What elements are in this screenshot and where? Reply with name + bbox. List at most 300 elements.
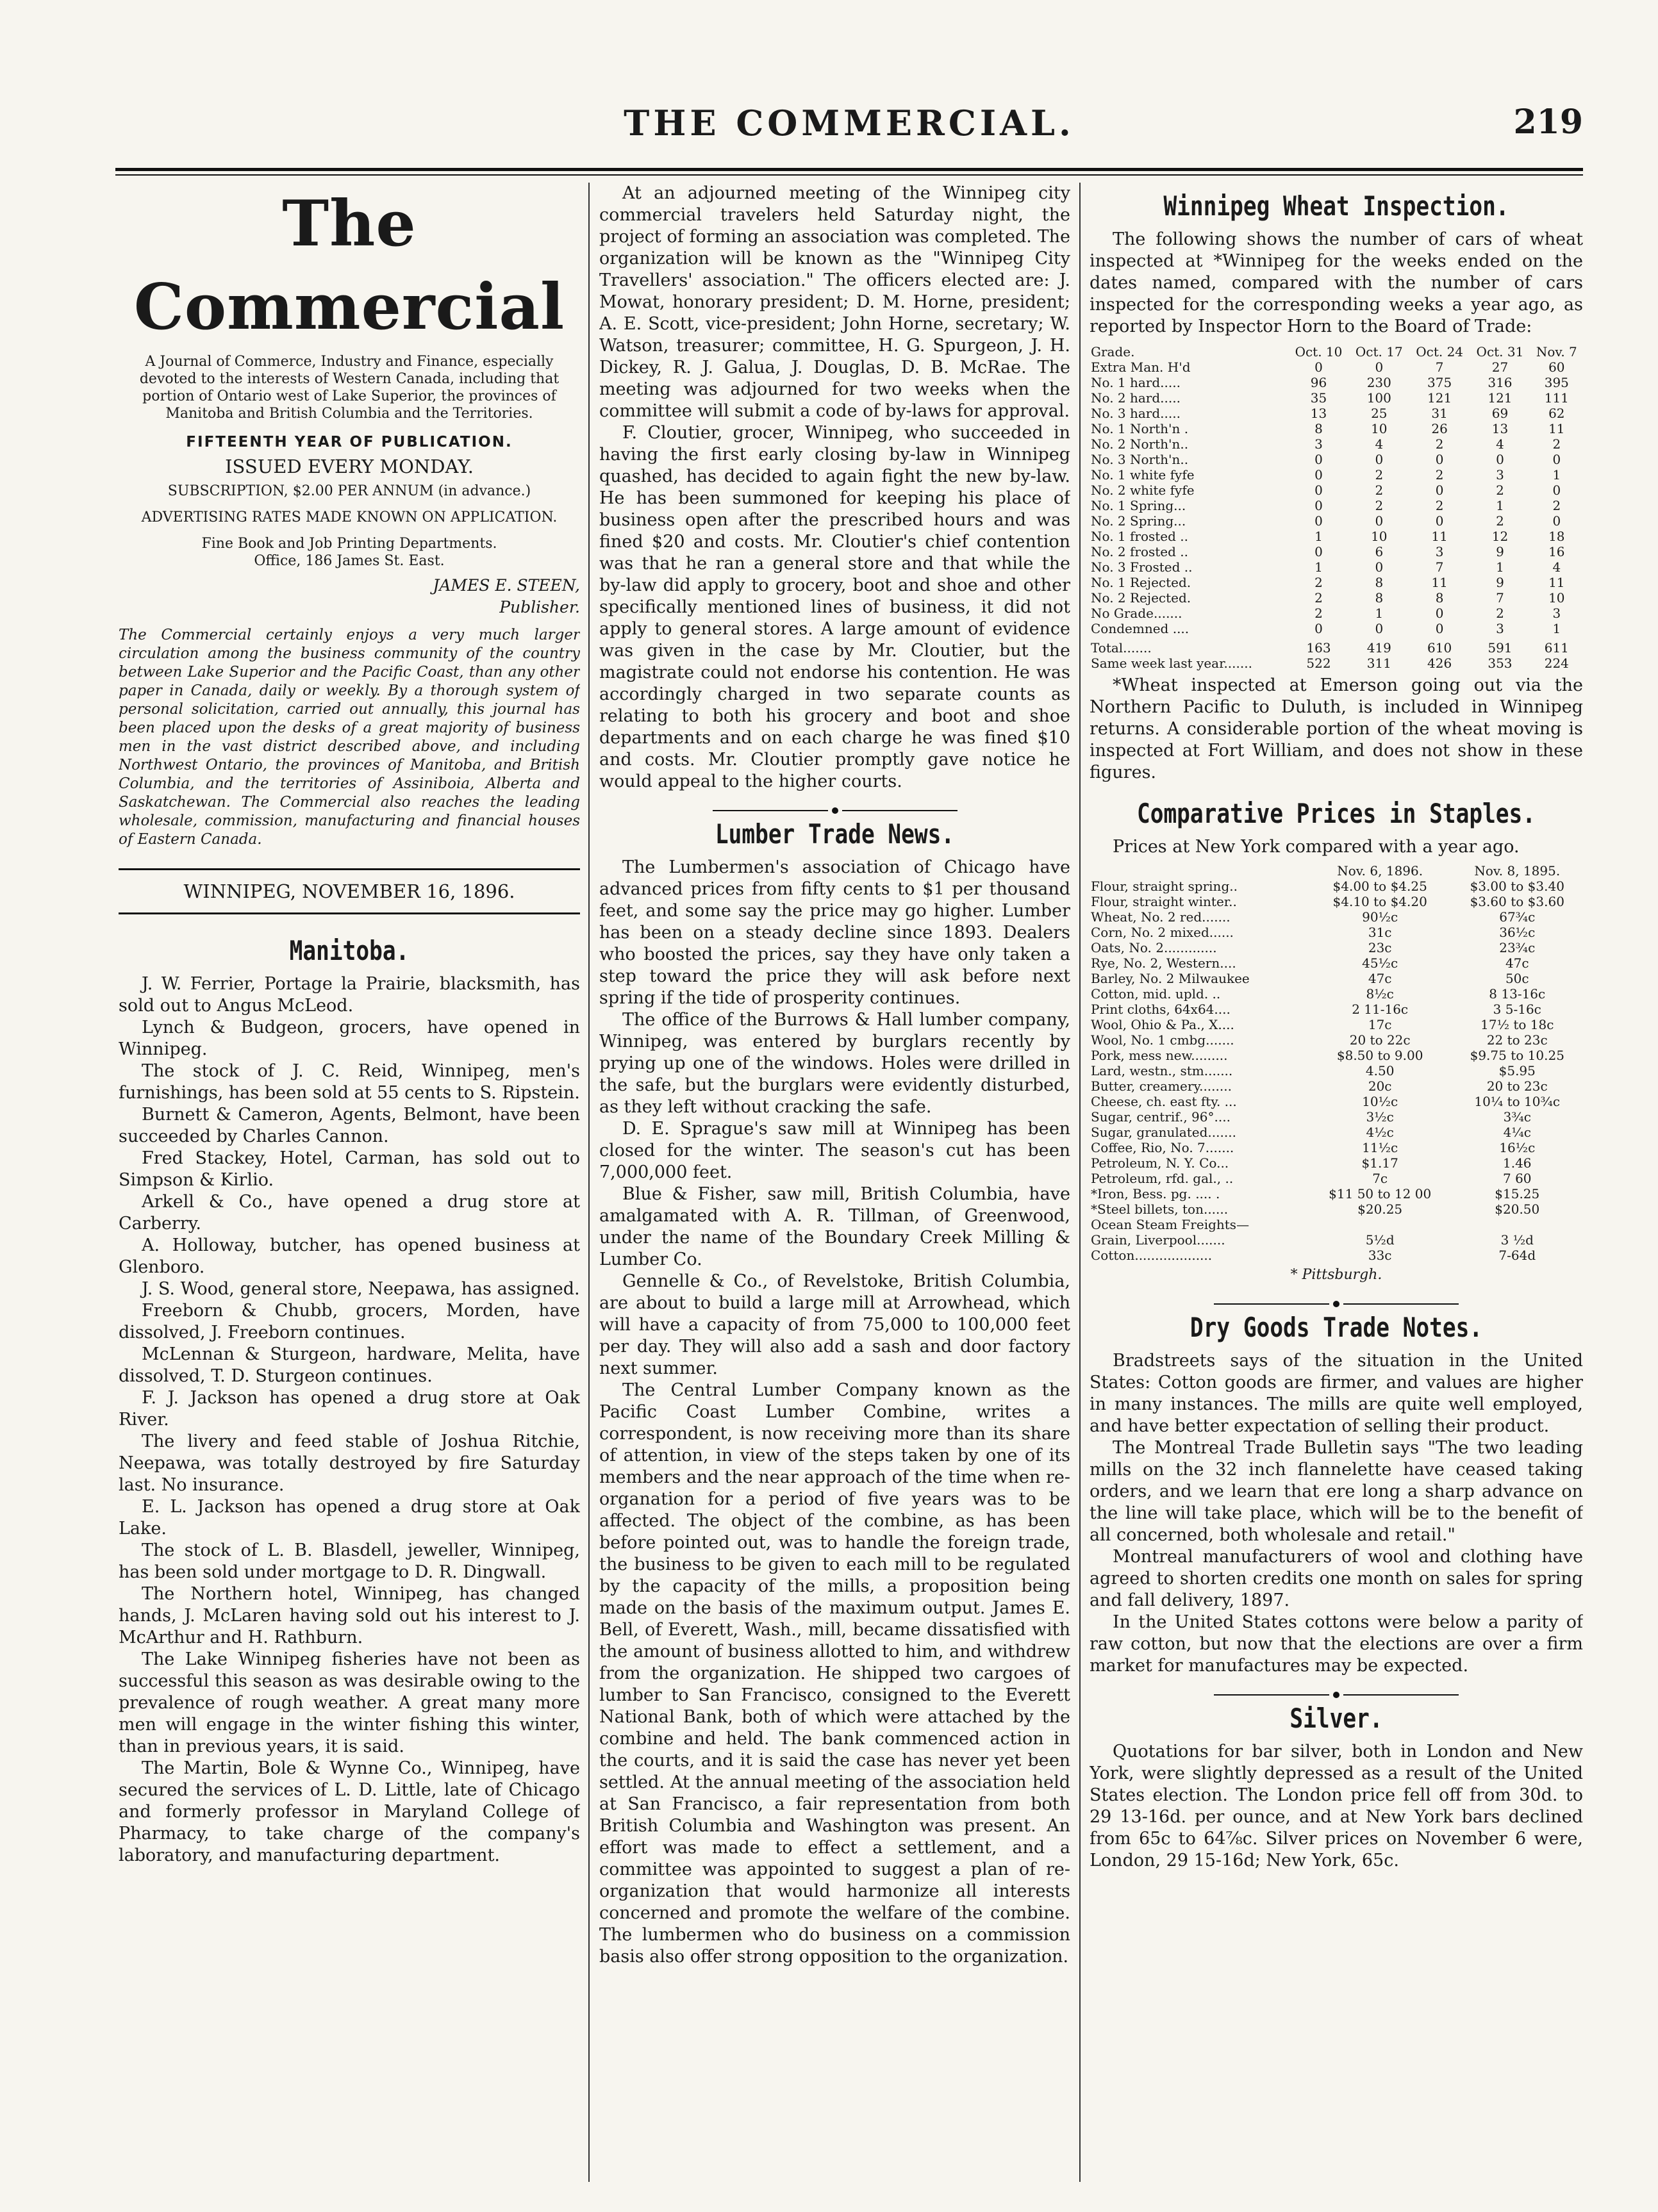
issued-line: ISSUED EVERY MONDAY. <box>225 456 474 477</box>
table-cell: $20.25 <box>1357 1201 1403 1217</box>
table-cell: 1 <box>1496 498 1504 513</box>
table-row <box>1090 621 1583 636</box>
news-item: Blue & Fisher, saw mill, British Columbia, have amalgamated with A. R. Tillman, of Greenwood, under the name of the Boundary Creek Milling & Lumber Co. <box>599 1184 1070 1269</box>
table-cell: 11 <box>1431 529 1448 544</box>
table-row <box>1090 1186 1583 1201</box>
table-cell: 4 <box>1375 436 1384 452</box>
publisher-title: Publisher. <box>499 598 580 616</box>
table-cell: 20 to 23c <box>1486 1078 1548 1094</box>
table-cell: Coffee, Rio, No. 7....... <box>1091 1140 1234 1155</box>
table-cell: 8½c <box>1366 986 1394 1002</box>
table-cell: No. 2 white fyfe <box>1091 483 1195 498</box>
table-row <box>1090 971 1583 986</box>
table-cell: 2 <box>1496 483 1504 498</box>
table-row <box>1090 529 1583 544</box>
table-cell: 9 <box>1496 575 1504 590</box>
table-row <box>1090 1094 1583 1109</box>
table-cell: 47c <box>1368 971 1392 986</box>
table-cell: 7 60 <box>1503 1171 1532 1186</box>
table-cell: 27 <box>1491 359 1509 375</box>
table-cell: Flour, straight winter.. <box>1091 894 1237 909</box>
table-cell: 62 <box>1548 406 1565 421</box>
table-row <box>1090 955 1583 971</box>
table-cell: 2 <box>1435 467 1444 483</box>
table-cell: 96 <box>1310 375 1327 390</box>
table-cell: 25 <box>1371 406 1388 421</box>
table-cell: No. 1 Spring... <box>1091 498 1186 513</box>
news-item: In the United States cottons were below a parity of raw cotton, but now that the elections are over a firm market for manufactures may be expected. <box>1090 1612 1583 1676</box>
news-item: Quotations for bar silver, both in London and New York, were slightly depressed as a result of the United States election. The London price fell off from 30d. to 29 13-16d. per ounce, and at New York bars declined from 65c to 64⅞c. Silver prices on November 6 were, London, 29 15-16d; New York, 65c. <box>1090 1742 1583 1870</box>
table-cell: $3.60 to $3.60 <box>1470 894 1564 909</box>
news-item: The stock of L. B. Blasdell, jeweller, Winnipeg, has been sold under mortgage to D. R. Dingwall. <box>119 1540 580 1582</box>
table-row <box>1090 986 1583 1002</box>
office-line: Office, 186 James St. East. <box>254 553 445 569</box>
lumber-items <box>599 857 1070 1968</box>
table-cell: 419 <box>1366 640 1391 656</box>
wheat-inspection-table <box>1090 344 1583 671</box>
table-row <box>1090 452 1583 467</box>
table-row <box>1090 1125 1583 1140</box>
table-cell: 0 <box>1314 621 1323 636</box>
table-cell: 426 <box>1427 656 1452 671</box>
news-item: Burnett & Cameron, Agents, Belmont, have been succeeded by Charles Cannon. <box>119 1105 580 1146</box>
wheat-table-header <box>1090 344 1583 359</box>
table-cell: $11 50 to 12 00 <box>1329 1186 1432 1201</box>
table-row-total <box>1090 636 1583 656</box>
table-cell: 7 <box>1496 590 1504 606</box>
table-row <box>1090 1217 1583 1232</box>
table-cell: 0 <box>1435 513 1444 529</box>
table-cell: 50c <box>1505 971 1529 986</box>
table-cell: 5½d <box>1365 1232 1395 1248</box>
publisher-name: JAMES E. STEEN, <box>433 576 580 595</box>
table-cell: Cheese, ch. east fty. ... <box>1091 1094 1237 1109</box>
table-cell: No. 2 Spring... <box>1091 513 1186 529</box>
table-header-cell: Oct. 17 <box>1355 344 1403 359</box>
section-divider <box>1090 1292 1583 1304</box>
table-cell: 0 <box>1375 359 1384 375</box>
table-cell: $4.10 to $4.20 <box>1332 894 1427 909</box>
table-cell: 230 <box>1366 375 1391 390</box>
table-cell: 26 <box>1431 421 1448 436</box>
table-cell: 0 <box>1314 544 1323 559</box>
section-divider <box>1090 1683 1583 1695</box>
news-item: F. Cloutier, grocer, Winnipeg, who succeeded in having the first early closing by-law in Winnipeg quashed, has decided to again fight the new by-law. He has been summoned for keeping his place of business open after the prescribed hours and was fined $20 and costs. Mr. Cloutier's chief contention was that he ran a general store and that while the by-law did apply to grocery, boot and shoe and other specifically mentioned lines of business, it did not apply to general stores. A large amount of evidence was given in the case by Mr. Cloutier, but the magistrate could not endorse his contention. He was accordingly charged in two separate counts as relating to both his grocery and boot and shoe departments and on each charge he was fined $10 and costs. Mr. Cloutier promptly gave notice he would appeal to the higher courts. <box>599 423 1070 791</box>
header-rule-thin <box>115 174 1583 176</box>
table-cell: 0 <box>1375 621 1384 636</box>
table-cell: 36½c <box>1499 925 1536 940</box>
news-item: The Lake Winnipeg fisheries have not been as successful this season as was desirable owing to the prevalence of rough weather. A great many more men will engage in the winter fishing this winter, than in previous years, it is said. <box>119 1649 580 1756</box>
table-cell: 16½c <box>1499 1140 1536 1155</box>
news-item: The office of the Burrows & Hall lumber company, Winnipeg, was entered by burglars recently by prying up one of the windows. Holes were drilled in the safe, but the burglars were evidently disturbed, as they left without cracking the safe. <box>599 1010 1070 1117</box>
table-cell: Pork, mess new......... <box>1091 1048 1228 1063</box>
table-cell: Sugar, granulated....... <box>1091 1125 1236 1140</box>
table-row <box>1090 909 1583 925</box>
advertising-line: ADVERTISING RATES MADE KNOWN ON APPLICATION. <box>141 509 558 525</box>
column-3 <box>1090 183 1583 2188</box>
table-cell: 111 <box>1544 390 1569 406</box>
page-number: 219 <box>1513 103 1583 142</box>
table-cell: 10 <box>1371 529 1388 544</box>
table-cell: 610 <box>1427 640 1452 656</box>
dateline: WINNIPEG, NOVEMBER 16, 1896. <box>119 868 580 914</box>
table-cell: Wool, Ohio & Pa., X.... <box>1091 1017 1234 1032</box>
table-cell: Butter, creamery........ <box>1091 1078 1232 1094</box>
table-cell: 4.50 <box>1365 1063 1395 1078</box>
table-cell: 2 <box>1375 483 1384 498</box>
table-cell: 60 <box>1548 359 1565 375</box>
table-cell: 522 <box>1306 656 1331 671</box>
table-row <box>1090 1048 1583 1063</box>
table-cell: 2 11-16c <box>1352 1002 1409 1017</box>
news-item: The Central Lumber Company known as the Pacific Coast Lumber Combine, writes a correspondent, is now receiving more than its share of attention, in view of the steps taken by one of its members and the near approach of the time when re-organation for a period of five years was to be affected. The object of the combine, as has been before pointed out, was to handle the foreign trade, the business to be given to each mill to be regulated by the capacity of the mills, a proposition being made on the basis of the maximum output. James E. Bell, of Everett, Wash., mill, became dissatisfied with the amount of business allotted to him, and withdrew from the organization. He shipped two cargoes of lumber to San Francisco, consigned to the Everett National Bank, both of which were attached by the combine and held. The bank commenced action in the courts, and it is said the case has never yet been settled. At the annual meeting of the association held at San Francisco, a fair representation from both British Columbia and Washington was present. An effort was made to effect a settlement, and a committee was appointed to suggest a plan of re-organization that would harmonize all interests concerned and promote the welfare of the combine. The lumbermen who do business on a commission basis also offer strong opposition to the organization. <box>599 1380 1070 1967</box>
table-cell: 2 <box>1435 498 1444 513</box>
table-cell: 3 <box>1435 544 1444 559</box>
table-cell: 31c <box>1368 925 1392 940</box>
table-cell: 3 <box>1314 436 1323 452</box>
table-cell: Lard, westn., stm....... <box>1091 1063 1233 1078</box>
table-cell: 13 <box>1491 421 1509 436</box>
staples-table-header <box>1090 863 1583 879</box>
table-cell: 2 <box>1314 575 1323 590</box>
printing-line: Fine Book and Job Printing Departments. <box>201 536 497 552</box>
table-cell: 67¾c <box>1499 909 1536 925</box>
news-item: The Northern hotel, Winnipeg, has changed hands, J. McLaren having sold out his interest to J. McArthur and H. Rathburn. <box>119 1584 580 1647</box>
table-cell: 316 <box>1488 375 1513 390</box>
table-cell: *Steel billets, ton...... <box>1091 1201 1229 1217</box>
table-cell: 0 <box>1375 513 1384 529</box>
table-cell: 1 <box>1314 529 1323 544</box>
table-cell: 375 <box>1427 375 1452 390</box>
table-cell: 7c <box>1372 1171 1388 1186</box>
table-row <box>1090 894 1583 909</box>
table-cell: 8 <box>1375 575 1384 590</box>
table-cell: 3 ½d <box>1500 1232 1534 1248</box>
table-cell: 3½c <box>1366 1109 1394 1125</box>
news-item: The livery and feed stable of Joshua Ritchie, Neepawa, was totally destroyed by fire Saturday last. No insurance. <box>119 1432 580 1495</box>
table-cell: 18 <box>1548 529 1565 544</box>
table-row <box>1090 1171 1583 1186</box>
table-cell: 69 <box>1491 406 1509 421</box>
table-cell: 9 <box>1496 544 1504 559</box>
table-cell: 1 <box>1314 559 1323 575</box>
table-cell: No. 2 Rejected. <box>1091 590 1191 606</box>
table-cell: 16 <box>1548 544 1565 559</box>
table-cell: Print cloths, 64x64.... <box>1091 1002 1231 1017</box>
table-cell: 1 <box>1552 621 1561 636</box>
table-cell: No. 2 North'n.. <box>1091 436 1189 452</box>
table-cell: 0 <box>1314 483 1323 498</box>
table-cell: No. 1 North'n . <box>1091 421 1189 436</box>
table-cell: 1 <box>1496 559 1504 575</box>
table-cell: 2 <box>1552 436 1561 452</box>
news-item: F. J. Jackson has opened a drug store at Oak River. <box>119 1388 580 1430</box>
table-row <box>1090 1002 1583 1017</box>
table-cell: 3 <box>1496 467 1504 483</box>
table-row <box>1090 1078 1583 1094</box>
table-cell: Extra Man. H'd <box>1091 359 1191 375</box>
table-cell: Barley, No. 2 Milwaukee <box>1091 971 1250 986</box>
news-item: Arkell & Co., have opened a drug store at Carberry. <box>119 1192 580 1234</box>
table-cell: No. 3 Frosted .. <box>1091 559 1193 575</box>
table-cell: Oats, No. 2............. <box>1091 940 1217 955</box>
table-cell: Cotton................... <box>1091 1248 1213 1263</box>
table-cell: Rye, No. 2, Western.... <box>1091 955 1236 971</box>
table-cell: 0 <box>1552 452 1561 467</box>
table-cell: No. 3 hard..... <box>1091 406 1181 421</box>
circulation-promo: The Commercial certainly enjoys a very much larger circulation among the business community of the country between Lake Superior and the Pacific Coast, than any other paper in Canada, daily or weekly. By a thorough system of personal solicitation, carried out annually, this journal has been placed upon the desks of a great majority of business men in the vast district described above, and including Northwest Ontario, the provinces of Manitoba, and British Columbia, and the territories of Assiniboia, Alberta and Saskatchewan. The Commercial also reaches the leading wholesale, commission, manufacturing and financial houses of Eastern Canada. <box>119 627 580 848</box>
table-row <box>1090 467 1583 483</box>
table-row <box>1090 879 1583 894</box>
table-header-cell: Grade. <box>1091 344 1135 359</box>
table-cell: 10½c <box>1362 1094 1398 1109</box>
table-cell: No. 1 white fyfe <box>1091 467 1195 483</box>
table-cell: 0 <box>1496 452 1504 467</box>
table-cell: 3¾c <box>1503 1109 1531 1125</box>
section-heading-drygoods: Dry Goods Trade Notes. <box>1190 1312 1483 1343</box>
table-cell: $1.17 <box>1361 1155 1398 1171</box>
table-cell <box>1309 1217 1452 1232</box>
table-row <box>1090 1032 1583 1048</box>
section-heading-manitoba: Manitoba. <box>289 935 410 966</box>
table-cell: 10¼ to 10¾c <box>1474 1094 1561 1109</box>
table-cell: $9.75 to 10.25 <box>1470 1048 1564 1063</box>
table-row <box>1090 1017 1583 1032</box>
table-cell: *Iron, Bess. pg. .... . <box>1091 1186 1220 1201</box>
news-item: The stock of J. C. Reid, Winnipeg, men's furnishings, has been sold at 55 cents to S. Ripstein. <box>119 1061 580 1103</box>
table-cell: 11 <box>1548 575 1565 590</box>
table-row <box>1090 1063 1583 1078</box>
table-cell: 353 <box>1488 656 1513 671</box>
staples-footnote: * Pittsburgh. <box>1290 1267 1382 1283</box>
column-2 <box>599 183 1070 2188</box>
drygoods-items <box>1090 1350 1583 1677</box>
news-item: Freeborn & Chubb, grocers, Morden, have dissolved, J. Freeborn continues. <box>119 1301 580 1342</box>
table-cell: 3 5-16c <box>1493 1002 1541 1017</box>
table-cell: 8 13-16c <box>1489 986 1546 1002</box>
table-row <box>1090 559 1583 575</box>
table-cell: 33c <box>1368 1248 1392 1263</box>
table-cell: 0 <box>1435 621 1444 636</box>
table-header-cell: Oct. 10 <box>1295 344 1343 359</box>
table-cell: 4 <box>1496 436 1504 452</box>
table-cell: 47c <box>1505 955 1529 971</box>
running-head <box>115 96 1583 147</box>
table-cell: Condemned .... <box>1091 621 1190 636</box>
table-cell: 7-64d <box>1498 1248 1536 1263</box>
table-header-cell: Oct. 31 <box>1476 344 1524 359</box>
table-cell: $8.50 to 9.00 <box>1336 1048 1423 1063</box>
table-cell: Cotton, mid. upld. .. <box>1091 986 1221 1002</box>
section-heading-silver: Silver. <box>1289 1703 1383 1734</box>
table-cell: Petroleum, N. Y. Co... <box>1091 1155 1229 1171</box>
table-cell: No. 1 Rejected. <box>1091 575 1191 590</box>
table-row <box>1090 606 1583 621</box>
table-cell: No. 1 hard..... <box>1091 375 1181 390</box>
table-cell: No. 3 North'n.. <box>1091 452 1189 467</box>
table-cell: Ocean Steam Freights— <box>1091 1217 1250 1232</box>
table-cell: 8 <box>1435 590 1444 606</box>
news-item: Lynch & Budgeon, grocers, have opened in Winnipeg. <box>119 1018 580 1059</box>
table-cell: 8 <box>1314 421 1323 436</box>
table-cell: 0 <box>1314 498 1323 513</box>
table-cell: 0 <box>1435 452 1444 467</box>
table-cell: 20 to 22c <box>1349 1032 1411 1048</box>
table-row <box>1090 421 1583 436</box>
column-divider-2 <box>1079 183 1081 2182</box>
table-cell: 22 to 23c <box>1486 1032 1548 1048</box>
table-cell: 1 <box>1552 467 1561 483</box>
table-cell: Flour, straight spring.. <box>1091 879 1238 894</box>
table-cell: 2 <box>1435 436 1444 452</box>
table-cell: 1 <box>1375 606 1384 621</box>
table-cell: 0 <box>1314 467 1323 483</box>
table-cell: 0 <box>1552 483 1561 498</box>
table-cell: Petroleum, rfd. gal., .. <box>1091 1171 1234 1186</box>
news-item: At an adjourned meeting of the Winnipeg city commercial travelers held Saturday night, the project of forming an association was completed. The organization will be known as the "Winnipeg City Travellers' association." The officers elected are: J. Mowat, honorary president; D. M. Horne, president; A. E. Scott, vice-president; John Horne, secretary; W. Watson, treasurer; committee, H. G. Spurgeon, J. H. Dickey, R. J. Galua, J. Douglas, D. B. McRae. The meeting was adjourned for two weeks when the committee will submit a code of by-laws for approval. <box>599 183 1070 421</box>
table-cell: No. 2 frosted .. <box>1091 544 1189 559</box>
publication-year: FIFTEENTH YEAR OF PUBLICATION. <box>186 434 513 450</box>
table-row <box>1090 940 1583 955</box>
table-cell: $5.95 <box>1498 1063 1536 1078</box>
table-cell: $4.00 to $4.25 <box>1332 879 1427 894</box>
table-cell: No. 2 hard..... <box>1091 390 1181 406</box>
table-cell: $20.50 <box>1495 1201 1540 1217</box>
table-cell: 2 <box>1496 513 1504 529</box>
table-cell: 100 <box>1366 390 1391 406</box>
table-cell: 2 <box>1375 498 1384 513</box>
table-cell: 0 <box>1314 513 1323 529</box>
table-row <box>1090 590 1583 606</box>
table-cell: Total....... <box>1091 640 1152 656</box>
table-cell: 11 <box>1548 421 1565 436</box>
table-cell: 8 <box>1375 590 1384 606</box>
table-cell: $3.00 to $3.40 <box>1470 879 1564 894</box>
table-cell: 35 <box>1310 390 1327 406</box>
news-item: Fred Stackey, Hotel, Carman, has sold out to Simpson & Kirlio. <box>119 1148 580 1190</box>
table-cell: Sugar, centrif., 96°.... <box>1091 1109 1231 1125</box>
table-cell: 90½c <box>1362 909 1398 925</box>
section-heading-lumber: Lumber Trade News. <box>715 818 955 850</box>
table-row <box>1090 1109 1583 1125</box>
table-row <box>1090 1232 1583 1248</box>
table-cell: 31 <box>1431 406 1448 421</box>
table-header-cell: Nov. 6, 1896. <box>1337 863 1423 879</box>
news-item: McLennan & Sturgeon, hardware, Melita, have dissolved, T. D. Sturgeon continues. <box>119 1344 580 1386</box>
table-cell: 311 <box>1366 656 1391 671</box>
table-cell: 11½c <box>1362 1140 1398 1155</box>
table-cell: Corn, No. 2 mixed...... <box>1091 925 1234 940</box>
table-cell: 224 <box>1544 656 1569 671</box>
table-cell: Same week last year....... <box>1091 656 1252 671</box>
news-item: J. W. Ferrier, Portage la Prairie, blacksmith, has sold out to Angus McLeod. <box>119 974 580 1016</box>
table-cell: 4½c <box>1366 1125 1394 1140</box>
column-divider-1 <box>588 183 590 2182</box>
news-item: Montreal manufacturers of wool and clothing have agreed to shorten credits one month on sales for spring and fall delivery, 1897. <box>1090 1547 1583 1610</box>
table-cell: No Grade....... <box>1091 606 1182 621</box>
table-row <box>1090 406 1583 421</box>
news-item: The Martin, Bole & Wynne Co., Winnipeg, have secured the services of L. D. Little, late of Chicago and formerly professor in Maryland College of Pharmacy, to take charge of the company's laboratory, and manufacturing department. <box>119 1758 580 1865</box>
table-row <box>1090 483 1583 498</box>
table-row <box>1090 436 1583 452</box>
table-header-cell: Oct. 24 <box>1416 344 1464 359</box>
table-cell: Wool, No. 1 cmbg....... <box>1091 1032 1234 1048</box>
table-cell: 4 <box>1552 559 1561 575</box>
table-cell: 20c <box>1368 1078 1392 1094</box>
table-cell: 17c <box>1368 1017 1392 1032</box>
table-row <box>1090 1201 1583 1217</box>
table-row <box>1090 359 1583 375</box>
table-cell: 3 <box>1552 606 1561 621</box>
table-row <box>1090 513 1583 529</box>
table-cell: 2 <box>1375 467 1384 483</box>
table-row <box>1090 375 1583 390</box>
masthead-tagline: A Journal of Commerce, Industry and Finance, especially devoted to the interests of Western Canada, including that portion of Ontario west of Lake Superior, the provinces of Manitoba and British Columbia and the Territories. <box>139 354 560 422</box>
manitoba-items <box>119 973 580 1867</box>
table-cell: 2 <box>1314 590 1323 606</box>
section-heading-wheat: Winnipeg Wheat Inspection. <box>1163 190 1509 222</box>
masthead-title: The Commercial <box>133 187 565 344</box>
table-cell: 121 <box>1488 390 1513 406</box>
table-row <box>1090 1248 1583 1263</box>
table-cell: 591 <box>1488 640 1513 656</box>
table-cell: 23¾c <box>1499 940 1536 955</box>
news-item: Bradstreets says of the situation in the United States: Cotton goods are firmer, and values are higher in many instances. The mills are quite well employed, and have better expectation of selling their product. <box>1090 1351 1583 1436</box>
table-row <box>1090 498 1583 513</box>
table-cell: 3 <box>1496 621 1504 636</box>
table-cell: 2 <box>1314 606 1323 621</box>
table-cell: 10 <box>1371 421 1388 436</box>
table-row <box>1090 390 1583 406</box>
table-cell: 13 <box>1310 406 1327 421</box>
table-row <box>1090 1155 1583 1171</box>
staples-intro: Prices at New York compared with a year ago. <box>1113 837 1520 857</box>
table-cell: 45½c <box>1362 955 1398 971</box>
news-item: E. L. Jackson has opened a drug store at Oak Lake. <box>119 1497 580 1539</box>
table-header-cell: Nov. 7 <box>1536 344 1577 359</box>
table-header-cell: Nov. 8, 1895. <box>1474 863 1561 879</box>
table-row <box>1090 544 1583 559</box>
table-cell: 0 <box>1435 606 1444 621</box>
table-cell: 611 <box>1544 640 1569 656</box>
table-cell: 17½ to 18c <box>1480 1017 1554 1032</box>
table-cell: Wheat, No. 2 red....... <box>1091 909 1231 925</box>
table-row-same-week <box>1090 656 1583 671</box>
news-item: A. Holloway, butcher, has opened business at Glenboro. <box>119 1235 580 1277</box>
table-cell: 121 <box>1427 390 1452 406</box>
section-divider <box>599 799 1070 811</box>
table-cell: 0 <box>1314 452 1323 467</box>
table-cell: 12 <box>1491 529 1509 544</box>
silver-items <box>1090 1741 1583 1872</box>
table-row <box>1090 1140 1583 1155</box>
table-cell: 0 <box>1375 452 1384 467</box>
table-cell: 395 <box>1544 375 1569 390</box>
table-cell <box>1452 1217 1583 1232</box>
table-cell: 4¼c <box>1503 1125 1531 1140</box>
table-cell: 6 <box>1375 544 1384 559</box>
table-cell: 1.46 <box>1503 1155 1532 1171</box>
table-row <box>1090 925 1583 940</box>
table-cell: 0 <box>1314 359 1323 375</box>
table-cell: 11 <box>1431 575 1448 590</box>
news-item: The Lumbermen's association of Chicago have advanced prices from fifty cents to $1 per thousand feet, and some say the price may go higher. Lumber has been on a steady decline since 1893. Dealers who boosted the prices, say they have only taken a step toward the price they will ask before next spring if the tide of prosperity continues. <box>599 857 1070 1008</box>
table-cell: 0 <box>1552 513 1561 529</box>
table-header-cell <box>1090 863 1309 879</box>
table-cell: 7 <box>1435 559 1444 575</box>
table-cell: 0 <box>1375 559 1384 575</box>
table-cell: 10 <box>1548 590 1565 606</box>
